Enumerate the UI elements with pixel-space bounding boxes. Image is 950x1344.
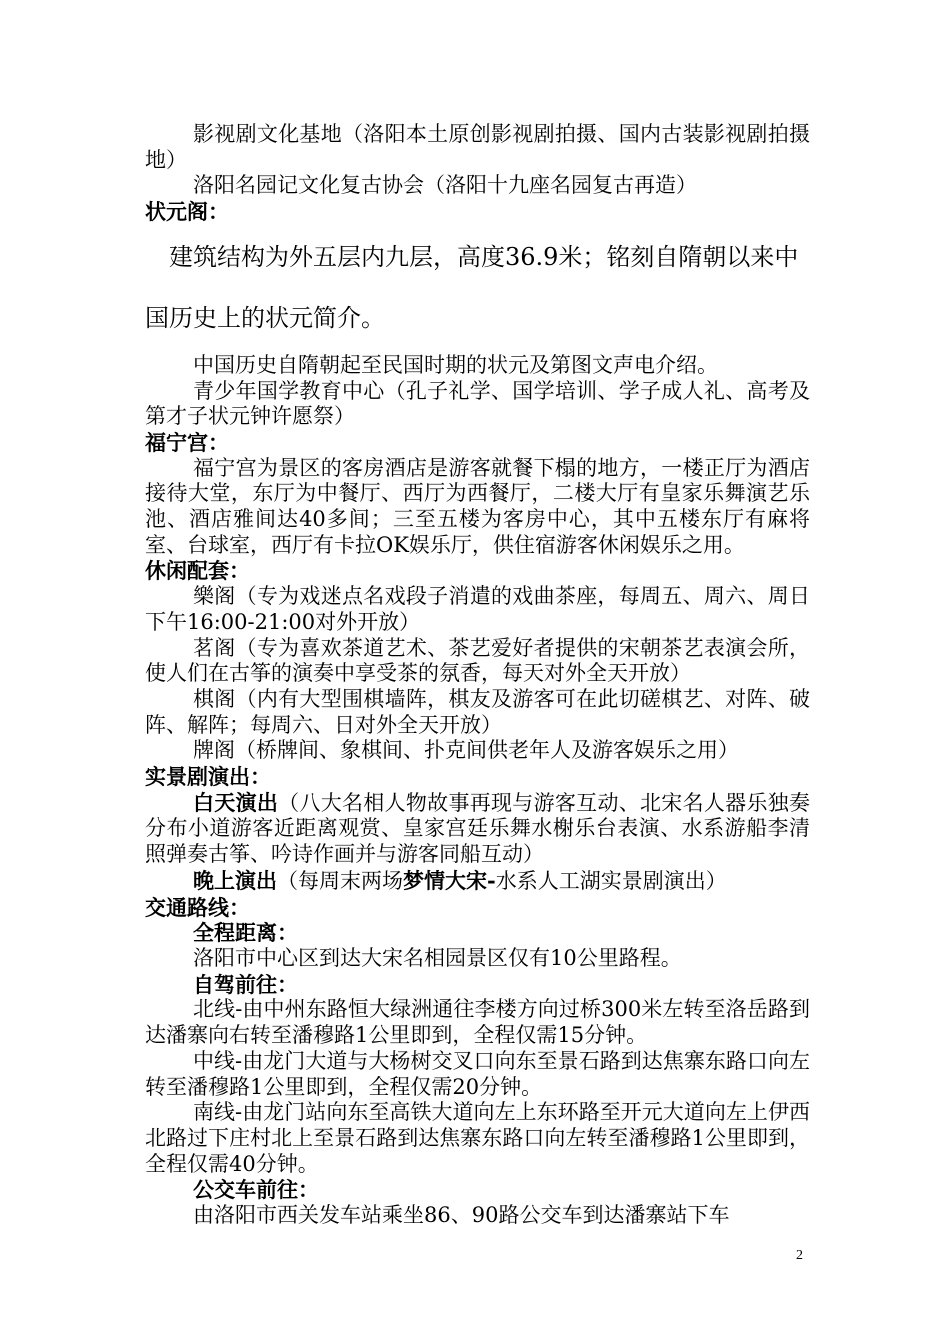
- document-page: [145, 122, 810, 1229]
- section-heading: 状元阁：: [145, 199, 229, 225]
- bold-term: 梦情大宋-: [403, 867, 496, 893]
- paragraph: 福宁宫为景区的客房酒店是游客就餐下榻的地方，一楼正厅为酒店接待大堂，东厅为中餐厅、西厅为西餐厅，二楼大厅有皇家乐舞演艺乐池、酒店雅间达40多间；三至五楼为客房中心，其中五楼东厅有麻将室、台球室，西厅有卡拉OK娱乐厅，供住宿游客休闲娱乐之用。: [145, 455, 810, 557]
- paragraph: 洛阳名园记文化复古协会（洛阳十九座名园复古再造）: [193, 173, 697, 198]
- paragraph: [145, 790, 810, 868]
- paragraph: [145, 868, 810, 895]
- paragraph: 洛阳市中心区到达大宋名相园景区仅有10公里路程。: [193, 945, 682, 970]
- paragraph: 北线-由中州东路恒大绿洲通往李楼方向过桥300米左转至洛岳路到达潘寨向右转至潘穆路1公里即到，全程仅需15分钟。: [145, 997, 810, 1048]
- section-heading: 福宁宫：: [145, 429, 229, 455]
- page-number: 2: [796, 1248, 803, 1263]
- section-heading: 交通路线：: [145, 894, 250, 920]
- bold-term: 白天演出: [193, 789, 279, 815]
- paragraph-text: （每周末两场: [277, 868, 403, 893]
- paragraph: 牌阁（桥牌间、象棋间、扑克间供老年人及游客娱乐之用）: [193, 738, 739, 763]
- sub-heading: 自驾前往：: [193, 971, 298, 997]
- paragraph: 青少年国学教育中心（孔子礼学、国学培训、学子成人礼、高考及第才子状元钟许愿祭）: [145, 378, 810, 429]
- section-heading: 实景剧演出：: [145, 764, 271, 790]
- sub-heading: 公交车前往：: [193, 1177, 319, 1203]
- paragraph: 樂阁（专为戏迷点名戏段子消遣的戏曲茶座，每周五、周六、周日下午16:00-21:00对外开放）: [145, 584, 810, 634]
- paragraph: 茗阁（专为喜欢茶道艺术、茶艺爱好者提供的宋朝茶艺表演会所，使人们在古筝的演奏中享受茶的氛香，每天对外全天开放）: [145, 635, 810, 686]
- paragraph-text: （八大名相人物故事再现与游客互动、北宋名人器乐独奏分布小道游客近距离观赏、皇家宫廷乐舞水榭乐台表演、水系游船李清照弹奏古筝、吟诗作画并与游客同船互动）: [145, 790, 811, 867]
- paragraph: 中国历史自隋朝起至民国时期的状元及第图文声电介绍。: [193, 352, 718, 377]
- paragraph: 建筑结构为外五层内九层，高度36.9米；铭刻自隋朝以来中国历史上的状元简介。: [145, 242, 799, 332]
- bold-term: 晚上演出: [193, 867, 277, 893]
- paragraph: 南线-由龙门站向东至高铁大道向左上东环路至开元大道向左上伊西北路过下庄村北上至景石路到达焦寨东路口向左转至潘穆路1公里即到，全程仅需40分钟。: [145, 1100, 810, 1176]
- paragraph: 中线-由龙门大道与大杨树交叉口向东至景石路到达焦寨东路口向左转至潘穆路1公里即到，全程仅需20分钟。: [145, 1048, 810, 1099]
- paragraph: 影视剧文化基地（洛阳本土原创影视剧拍摄、国内古装影视剧拍摄地）: [145, 122, 810, 172]
- paragraph: 由洛阳市西关发车站乘坐86、90路公交车到达潘寨站下车: [193, 1203, 730, 1228]
- section-heading: 休闲配套：: [145, 558, 250, 584]
- paragraph-text: 水系人工湖实景剧演出）: [495, 868, 727, 893]
- sub-heading: 全程距离：: [193, 920, 298, 946]
- paragraph: 棋阁（内有大型围棋墙阵，棋友及游客可在此切磋棋艺、对阵、破阵、解阵；每周六、日对外全天开放）: [145, 686, 810, 737]
